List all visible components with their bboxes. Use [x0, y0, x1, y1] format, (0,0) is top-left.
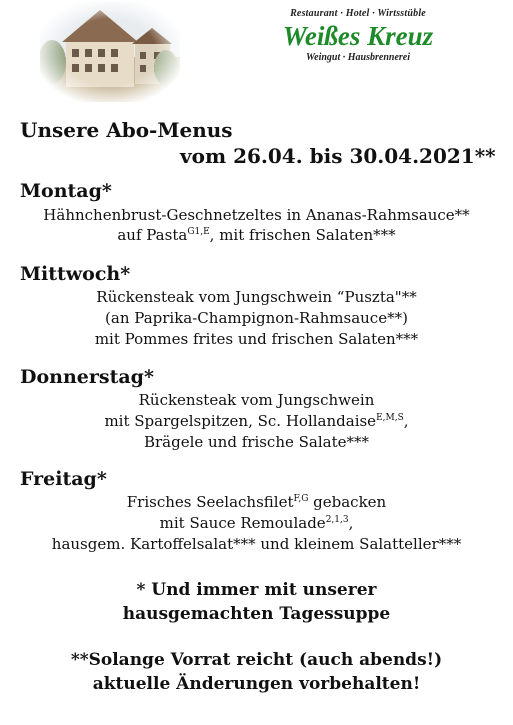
- day-heading-montag: Montag*: [20, 180, 112, 202]
- closing-note-changes: aktuelle Änderungen vorbehalten!: [92, 674, 421, 694]
- menu-title: Unsere Abo-Menus: [20, 118, 233, 142]
- menu-line: Brägele und frische Salate***: [143, 433, 370, 451]
- menu-date-range: vom 26.04. bis 30.04.2021**: [180, 144, 496, 168]
- menu-line: mit Pommes frites und frischen Salaten***: [94, 330, 419, 348]
- menu-line: Hähnchenbrust-Geschnetzeltes in Ananas-Rahmsauce**: [43, 206, 470, 224]
- day-heading-mittwoch: Mittwoch*: [20, 263, 131, 285]
- header: [0, 0, 513, 112]
- menu-line: mit Spargelspitzen, Sc. Hollandaise$^{E,M,S}$,: [104, 412, 409, 430]
- menu-line: hausgem. Kartoffelsalat*** und kleinem Salatteller***: [51, 535, 462, 553]
- closing-note-soup: * Und immer mit unserer: [136, 580, 377, 600]
- menu-line: Frisches Seelachsfilet$^{F,G}$ gebacken: [126, 493, 387, 511]
- day-heading-freitag: Freitag*: [20, 468, 107, 490]
- hotel-building-image: [40, 2, 180, 102]
- menu-line: Rückensteak vom Jungschwein: [138, 391, 375, 409]
- menu-line: mit Sauce Remoulade$^{2,1,3}$,: [159, 514, 354, 532]
- logo-tagline-top: Restaurant · Hotel · Wirtsstüble: [290, 8, 426, 19]
- closing-note-soup-2: hausgemachten Tagessuppe: [122, 604, 391, 624]
- logo-tagline-bottom: Weingut · Hausbrennerei: [306, 52, 410, 63]
- restaurant-logo: [268, 8, 448, 63]
- menu-line: auf Pasta$^{G1,E}$, mit frischen Salaten***: [117, 226, 396, 244]
- menu-line: (an Paprika-Champignon-Rahmsauce**): [105, 309, 408, 327]
- day-heading-donnerstag: Donnerstag*: [20, 366, 154, 388]
- restaurant-name: Weißes Kreuz: [282, 21, 434, 51]
- closing-note-availability: **Solange Vorrat reicht (auch abends!): [70, 650, 443, 670]
- menu-line: Rückensteak vom Jungschwein “Puszta"**: [96, 288, 417, 306]
